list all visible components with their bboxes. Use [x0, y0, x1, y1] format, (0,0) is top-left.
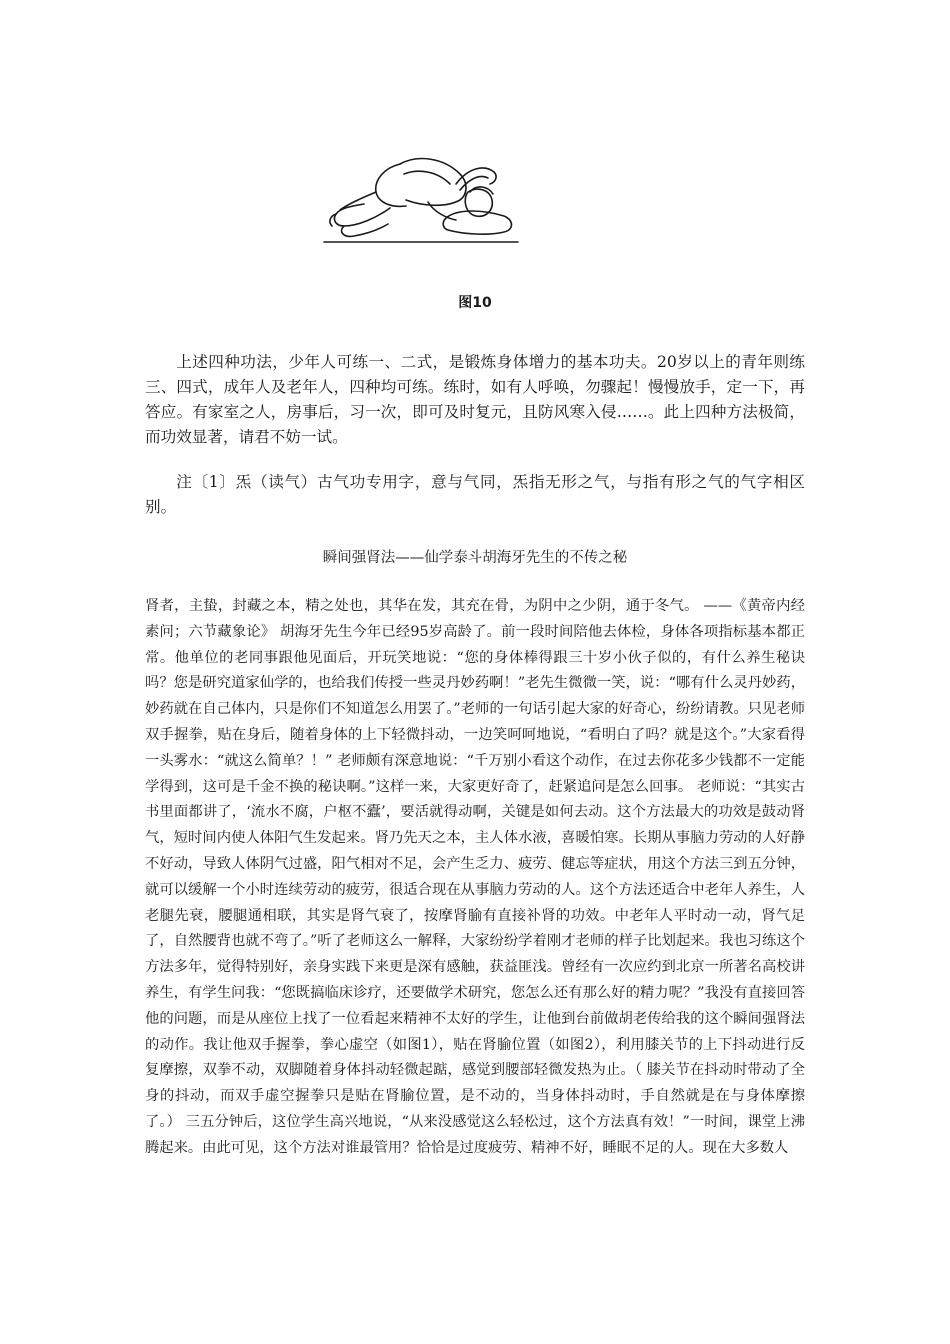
- article-title: 瞬间强肾法——仙学泰斗胡海牙先生的不传之秘: [322, 550, 628, 566]
- article-body: 肾者，主蛰，封藏之本，精之处也，其华在发，其充在骨，为阴中之少阴，通于冬气。 ——《黄帝内经素问；六节藏象论》 胡海牙先生今年已经95岁高龄了。前一段时间陪他去体检，身体各项指标基本都正常。他单位的老同事跟他见面后，开玩笑地说：“您的身体棒得跟三十岁小伙子似的，有什么养生秘诀吗？您是研究道家仙学的，也给我们传授一些灵丹妙药啊！”老先生微微一笑，说：“哪有什么灵丹妙药，妙药就在自己体内，只是你们不知道怎么用罢了。”老师的一句话引起大家的好奇心，纷纷请教。只见老师双手握拳，贴在身后，随着身体的上下轻微抖动，一边笑呵呵地说，“看明白了吗？就是这个。”大家看得一头雾水：“就这么简单？！” 老师颇有深意地说：“千万别小看这个动作，在过去你花多少钱都不一定能学得到，这可是千金不换的秘诀啊。”这样一来，大家更好奇了，赶紧追问是怎么回事。 老师说：“其实古书里面都讲了，‘流水不腐，户枢不蠹’，要活就得动啊，关键是如何去动。这个方法最大的功效是鼓动肾气，短时间内使人体阳气生发起来。肾乃先天之本，主人体水液，喜暖怕寒。长期从事脑力劳动的人好静不好动，导致人体阴气过盛，阳气相对不足，会产生乏力、疲劳、健忘等症状，用这个方法三到五分钟，就可以缓解一个小时连续劳动的疲劳，很适合现在从事脑力劳动的人。这个方法还适合中老年人养生，人老腿先衰，腰腿通相联，其实是肾气衰了，按摩肾腧有直接补肾的功效。中老年人平时动一动，肾气足了，自然腰背也就不弯了。”听了老师这么一解释，大家纷纷学着刚才老师的样子比划起来。我也习练这个方法多年，觉得特别好，亲身实践下来更是深有感触，获益匪浅。曾经有一次应约到北京一所著名高校讲养生，有学生问我：“您既搞临床诊疗，还要做学术研究，您怎么还有那么好的精力呢？”我没有直接回答他的问题，而是从座位上找了一位看起来精神不太好的学生，让他到台前做胡老传给我的这个瞬间强肾法的动作。我让他双手握拳，拳心虚空（如图1），贴在肾腧位置（如图2），利用膝关节的上下抖动进行反复摩擦，双拳不动，双脚随着身体抖动轻微起踮，感觉到腰部轻微发热为止。（ 膝关节在抖动时带动了全身的抖动，而双手虚空握拳只是贴在肾腧位置，是不动的，当身体抖动时，手自然就是在与身体摩擦了。） 三五分钟后，这位学生高兴地说，“从来没感觉这么轻松过，这个方法真有效！”一时间，课堂上沸腾起来。由此可见，这个方法对谁最管用？恰恰是过度疲劳、精神不好，睡眠不足的人。现在大多数人: [145, 598, 805, 1156]
- paragraph-exercise-summary: 上述四种功法，少年人可练一、二式，是锻炼身体增力的基本功夫。20岁以上的青年则练三、四式，成年人及老年人，四种均可练。练时，如有人呼唤，勿骤起！慢慢放手，定一下，再答应。有家室之人，房事后，习一次，即可及时复元，且防风寒入侵……。此上四种方法极简，而功效显著，请君不妨一试。: [145, 353, 805, 446]
- person-lying-on-side-illustration: [318, 134, 523, 252]
- paragraph-footnote: 注〔1〕炁（读气）古气功专用字，意与气同，炁指无形之气，与指有形之气的气字相区别。: [145, 473, 805, 516]
- figure-caption: 图10: [458, 295, 492, 311]
